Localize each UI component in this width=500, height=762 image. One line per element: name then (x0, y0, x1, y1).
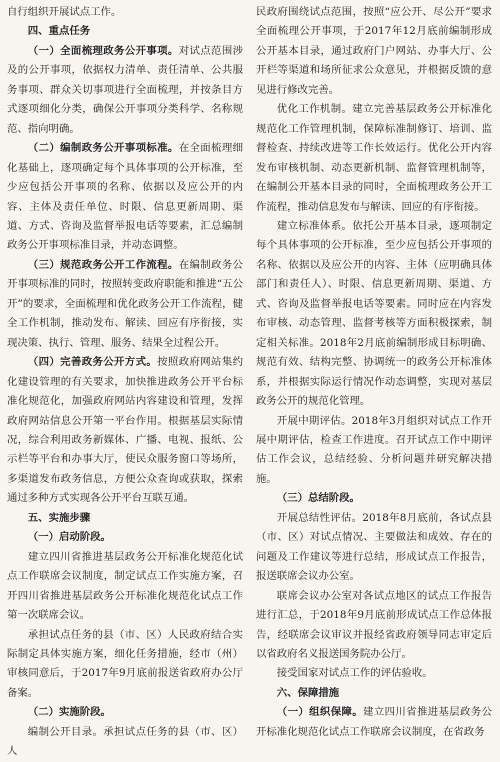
paragraph-standard-system: 建立标准体系。依托公开基本目录，逐项制定每个具体事项的公开标准，至少应包括公开事项的名称、依据以及应公开的内容、主体（应明确具体部门和责任人）、时限、信息更新周期、渠道、方式、咨询及监督举报电话等要素。同时应在内容发布审核、动态管理、监督考核等方面积极探索，制定相关标准。2018年2月底前编制形成目标明确、规范有效、结构完整、协调统一的政务公开标准体系，并根据实际运行情况作动态调整，实现对基层政务公开的规范化管理。 (256, 219, 492, 408)
task-4-text: 按照政府网站集约化建设管理的有关要求，加快推进政务公开平台标准化规范化，加强政府网站内容建设和管理，发挥政府网站信息公开第一平台作用。根据基层实际情况，综合利用政务新媒体、广播、电视、报纸、公示栏等平台和办事大厅，使民众服务窗口等场所，多渠道发布政务信息，方便公众查询或获取，探索通过多种方式实现各公开平台互联互通。 (7, 356, 244, 505)
subheading-task-3: （三）规范政务公开工作流程。 (27, 258, 179, 271)
paragraph-midterm-evaluation: 开展中期评估。2018年3月组织对试点工作开展中期评估，检查工作进度。召开试点工作中期评估工作会议，总结经验、分析问题并研究解决措施。 (256, 414, 492, 485)
right-column (256, 3, 492, 742)
paragraph-task-3 (7, 256, 243, 353)
subheading-task-2: （二）编制政务公开事项标准。 (27, 142, 179, 155)
paragraph-joint-meeting-report: 联席会议办公室对各试点地区的试点工作报告进行汇总，于2018年9月底前形成试点工作总体报告，经联席会议审议并报经省政府领导同志审定后以省政府名义报送国务院办公厅。 (256, 589, 492, 660)
paragraph-launch-2: 承担试点任务的县（市、区）人民政府结合实际制定具体实施方案，细化任务措施，经市（州）审核同意后，于2017年9月底前报送省政府办公厅备案。 (7, 628, 243, 699)
paragraph-task-4 (7, 353, 243, 509)
subheading-organizational-safeguard: （一）组织保障。 (276, 706, 364, 719)
subheading-launch-stage (7, 528, 243, 547)
paragraph-launch-1: 建立四川省推进基层政务公开标准化规范化试点工作联席会议制度，制定试点工作实施方案，召开四川省推进基层政务公开标准化规范化试点工作第一次联席会议。 (7, 550, 243, 622)
left-column (7, 3, 243, 762)
task-1-text: 对试点范围涉及的公开事项，依据权力清单、责任清单、公共服务事项、群众关切事项进行全面梳理，并按条目方式逐项细化分类，确保公开事项分类科学、名称规范、指向明确。 (7, 44, 244, 135)
paragraph-organizational-safeguard (256, 703, 492, 742)
task-3-text: 在编制政务公开事项标准的同时，按照转变政府职能和推进“五公开”的要求，全面梳理和优化政务公开工作流程，健全工作机制，推动发布、解读、回应有序衔接，实现决策、执行、管理、服务、结果全过程公开。 (7, 258, 244, 349)
paragraph-acceptance: 接受国家对试点工作的评估验收。 (276, 667, 433, 680)
subheading-task-1: （一）全面梳理政务公开事项。 (27, 44, 179, 57)
section-heading-key-tasks: 四、重点任务 (27, 25, 91, 38)
launch-stage-label: （一）启动阶段。 (27, 531, 111, 544)
subheading-summary-stage (256, 489, 492, 508)
paragraph-task-1 (7, 42, 243, 139)
summary-stage-label: （三）总结阶段。 (276, 492, 360, 505)
section-heading-safeguards: 六、保障措施 (276, 686, 340, 699)
subheading-implementation-stage (7, 703, 243, 722)
paragraph-task-2 (7, 139, 243, 256)
implementation-stage-label: （二）实施阶段。 (27, 706, 111, 719)
task-2-text: 在全面梳理细化基础上，逐项确定每个具体事项的公开标准，至少应包括公开事项的名称、依据以及应公开的内容、主体及责任单位、时限、信息更新周期、渠道、方式、咨询及监督举报电话等要素，汇总编制政务公开事项标准目录，并动态调整。 (7, 142, 244, 252)
organizational-safeguard-text: 建立四川省推进基层政务公开标准化规范化试点工作联席会议制度，在省政务 (256, 706, 493, 738)
subheading-task-4: （四）完善政务公开方式。 (27, 356, 158, 369)
intro-line: 自行组织开展试点工作。 (7, 6, 122, 18)
section-heading-implementation-steps: 五、实施步骤 (27, 511, 91, 524)
paragraph-continued: 民政府围绕试点范围，按照“应公开、尽公开”要求全面梳理公开事项，于2017年12月底前编制形成公开基本目录，通过政府门户网站、办事大厅、公开栏等渠道和场所征求公众意见，并根据反馈的意见进行修改完善。 (256, 6, 492, 96)
paragraph-summary-evaluation: 开展总结性评估。2018年8月底前，各试点县（市、区）对试点情况、主要做法和成效、存在的问题及工作建议等进行总结，形成试点工作报告，报送联席会议办公室。 (256, 511, 492, 583)
paragraph-optimize-mechanism: 优化工作机制。建立完善基层政务公开标准化规范化工作管理机制，保障标准制修订、培训、监督检查、持续改进等工作长效运行。优化公开内容发布审核机制、动态更新机制、监督管理机制等，在编制公开基本目录的同时，全面梳理政务公开工作流程，推动信息发布与解读、回应的有序衔接。 (256, 103, 492, 213)
paragraph-compile-directory: 编制公开目录。承担试点任务的县（市、区）人 (7, 725, 243, 758)
